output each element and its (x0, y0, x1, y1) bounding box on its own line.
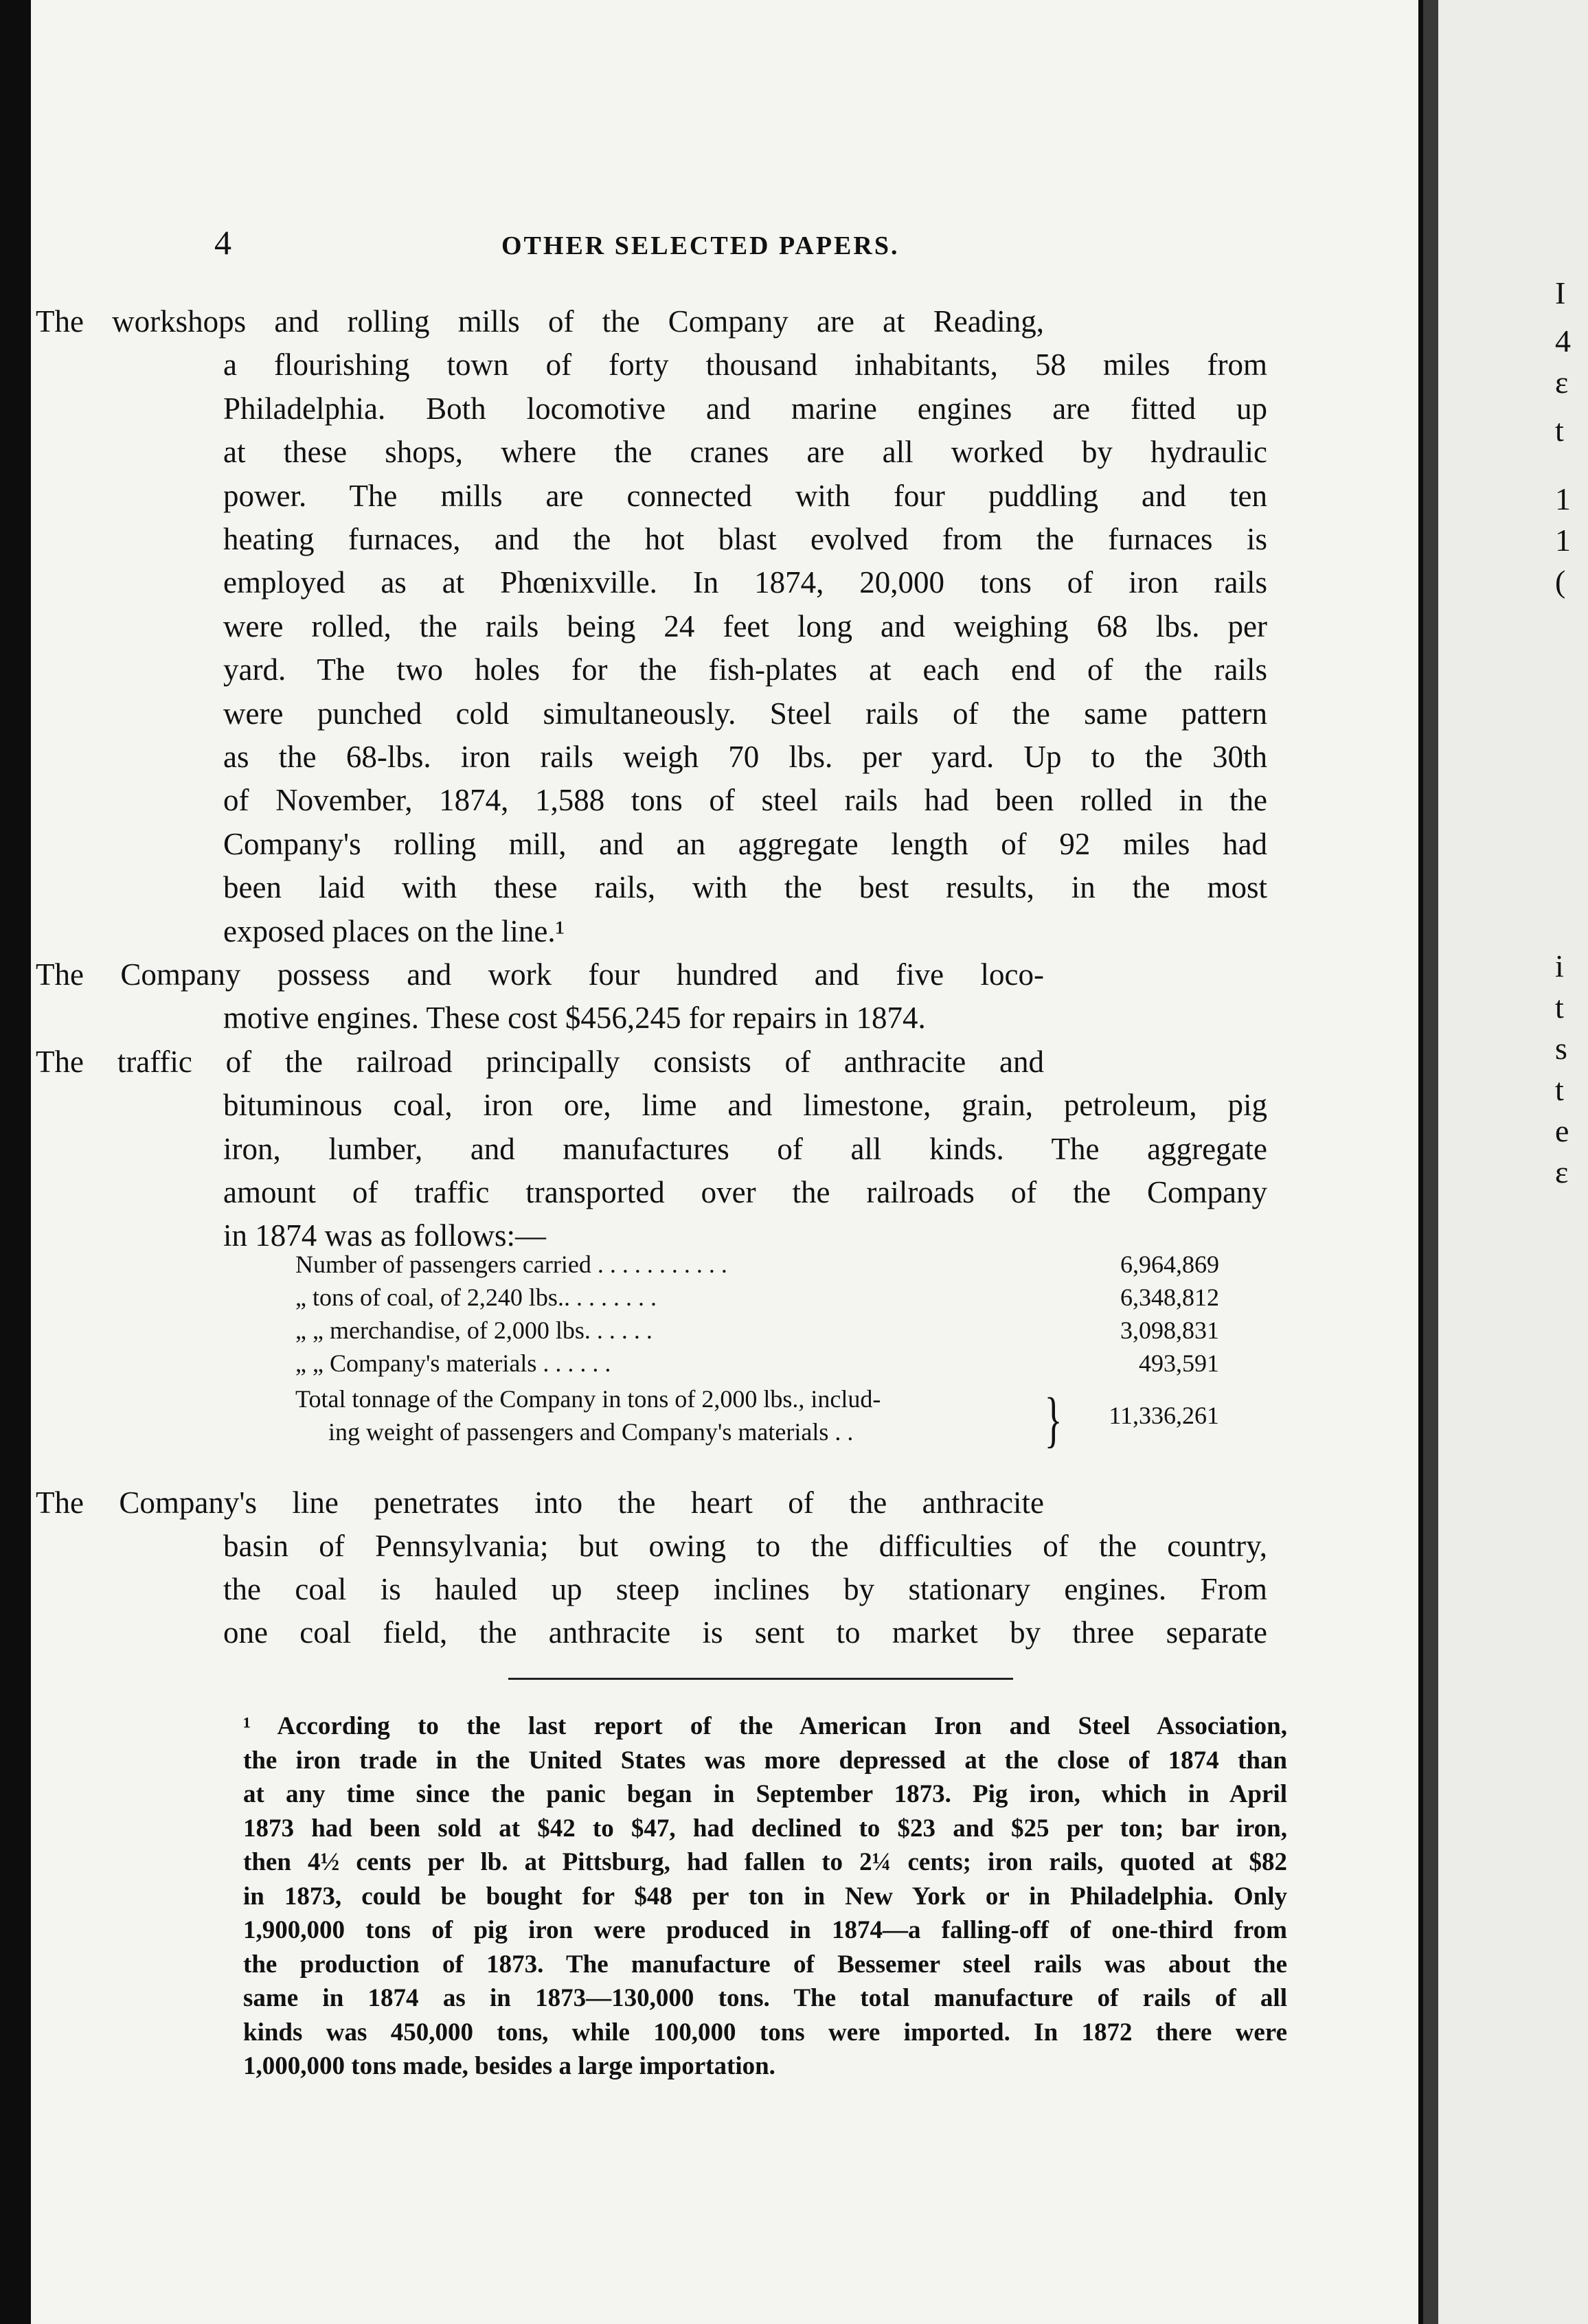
body-line: power. The mills are connected with four puddling and ten (223, 478, 1267, 513)
body-line: amount of traffic transported over the railroads of the Company (223, 1175, 1267, 1209)
footnote-line: kinds was 450,000 tons, while 100,000 tons were imported. In 1872 there were (243, 2018, 1287, 2047)
table-total-label: ing weight of passengers and Company's materials . . (328, 1418, 854, 1446)
adjacent-page-glyph: 4 (1555, 323, 1571, 358)
page-number: 4 (214, 223, 231, 262)
adjacent-page-glyph: 1 (1555, 481, 1571, 516)
page-gutter (1423, 0, 1438, 2324)
body-line: in 1874 was as follows:— (223, 1218, 546, 1253)
body-line: heating furnaces, and the hot blast evolved from the furnaces is (223, 522, 1267, 556)
table-row-label: „ „ merchandise, of 2,000 lbs. . . . . . (295, 1317, 653, 1344)
total-brace: } (1044, 1386, 1063, 1454)
adjacent-page-glyph: I (1555, 275, 1566, 310)
adjacent-page-glyph: i (1555, 948, 1564, 983)
body-line: The Company's line penetrates into the heart of the anthracite (36, 1485, 1044, 1520)
table-total-value: 11,336,261 (1109, 1402, 1219, 1429)
body-line: were punched cold simultaneously. Steel rails of the same pattern (223, 696, 1267, 731)
table-total-label: Total tonnage of the Company in tons of 2,000 lbs., includ- (295, 1385, 881, 1413)
footnote-line: 1,000,000 tons made, besides a large importation. (243, 2052, 775, 2080)
adjacent-page-glyph: ( (1555, 564, 1566, 599)
table-row-value: 6,348,812 (1120, 1284, 1219, 1311)
footnote-line: at any time since the panic began in September 1873. Pig iron, which in April (243, 1780, 1287, 1808)
body-line: bituminous coal, iron ore, lime and limestone, grain, petroleum, pig (223, 1088, 1267, 1123)
body-line: basin of Pennsylvania; but owing to the difficulties of the country, (223, 1529, 1267, 1563)
body-line: employed as at Phœnixville. In 1874, 20,000 tons of iron rails (223, 565, 1267, 600)
footnote-line: 1,900,000 tons of pig iron were produced in 1874—a falling-off of one-third from (243, 1916, 1287, 1944)
adjacent-page-glyph: t (1555, 413, 1564, 448)
body-line: The Company possess and work four hundred and five loco- (36, 957, 1044, 992)
adjacent-page-glyph: e (1555, 1113, 1569, 1148)
footnote-line: in 1873, could be bought for $48 per ton in New York or in Philadelphia. Only (243, 1882, 1287, 1911)
body-line: the coal is hauled up steep inclines by stationary engines. From (223, 1572, 1267, 1606)
body-line: at these shops, where the cranes are all worked by hydraulic (223, 435, 1267, 470)
table-row-label: Number of passengers carried . . . . . . . . . . . (295, 1251, 727, 1278)
adjacent-page-glyph: s (1555, 1031, 1567, 1066)
body-line: exposed places on the line.¹ (223, 913, 565, 948)
body-line: were rolled, the rails being 24 feet long and weighing 68 lbs. per (223, 608, 1267, 643)
body-line: Philadelphia. Both locomotive and marine engines are fitted up (223, 391, 1267, 426)
footnote-line: 1873 had been sold at $42 to $47, had declined to $23 and $25 per ton; bar iron, (243, 1814, 1287, 1843)
adjacent-page-glyph: ε (1555, 365, 1569, 400)
body-line: motive engines. These cost $456,245 for repairs in 1874. (223, 1001, 926, 1036)
footnote-line: same in 1874 as in 1873—130,000 tons. The total manufacture of rails of all (243, 1984, 1287, 2012)
body-line: been laid with these rails, with the best results, in the most (223, 870, 1267, 905)
table-row-label: „ „ Company's materials . . . . . . (295, 1349, 611, 1377)
body-line: one coal field, the anthracite is sent to market by three separate (223, 1615, 1267, 1650)
body-line: iron, lumber, and manufactures of all kinds. The aggregate (223, 1131, 1267, 1166)
running-head: OTHER SELECTED PAPERS. (501, 231, 900, 260)
table-row-label: „ tons of coal, of 2,240 lbs.. . . . . . . . (295, 1284, 657, 1311)
footnote-rule (508, 1678, 1013, 1680)
adjacent-page-glyph: t (1555, 1072, 1564, 1107)
footnote-line: the iron trade in the United States was more depressed at the close of 1874 than (243, 1746, 1287, 1775)
adjacent-page-glyph: t (1555, 990, 1564, 1025)
table-row-value: 3,098,831 (1120, 1317, 1219, 1344)
table-row-value: 6,964,869 (1120, 1251, 1219, 1278)
body-line: Company's rolling mill, and an aggregate length of 92 miles had (223, 826, 1267, 861)
body-line: The traffic of the railroad principally consists of anthracite and (36, 1044, 1044, 1079)
body-line: The workshops and rolling mills of the Company are at Reading, (36, 304, 1044, 339)
body-line: a flourishing town of forty thousand inhabitants, 58 miles from (223, 348, 1267, 383)
body-line: of November, 1874, 1,588 tons of steel rails had been rolled in the (223, 783, 1267, 818)
body-line: as the 68-lbs. iron rails weigh 70 lbs. per yard. Up to the 30th (223, 740, 1267, 774)
adjacent-page-glyph: 1 (1555, 523, 1571, 558)
footnote-line: then 4½ cents per lb. at Pittsburg, had fallen to 2¼ cents; iron rails, quoted at $82 (243, 1848, 1287, 1876)
body-line: yard. The two holes for the fish-plates at each end of the rails (223, 652, 1267, 687)
table-row-value: 493,591 (1139, 1349, 1219, 1377)
footnote-line: the production of 1873. The manufacture of Bessemer steel rails was about the (243, 1950, 1287, 1979)
footnote-line: ¹ According to the last report of the American Iron and Steel Association, (243, 1712, 1287, 1740)
adjacent-page-glyph: ε (1555, 1154, 1569, 1189)
